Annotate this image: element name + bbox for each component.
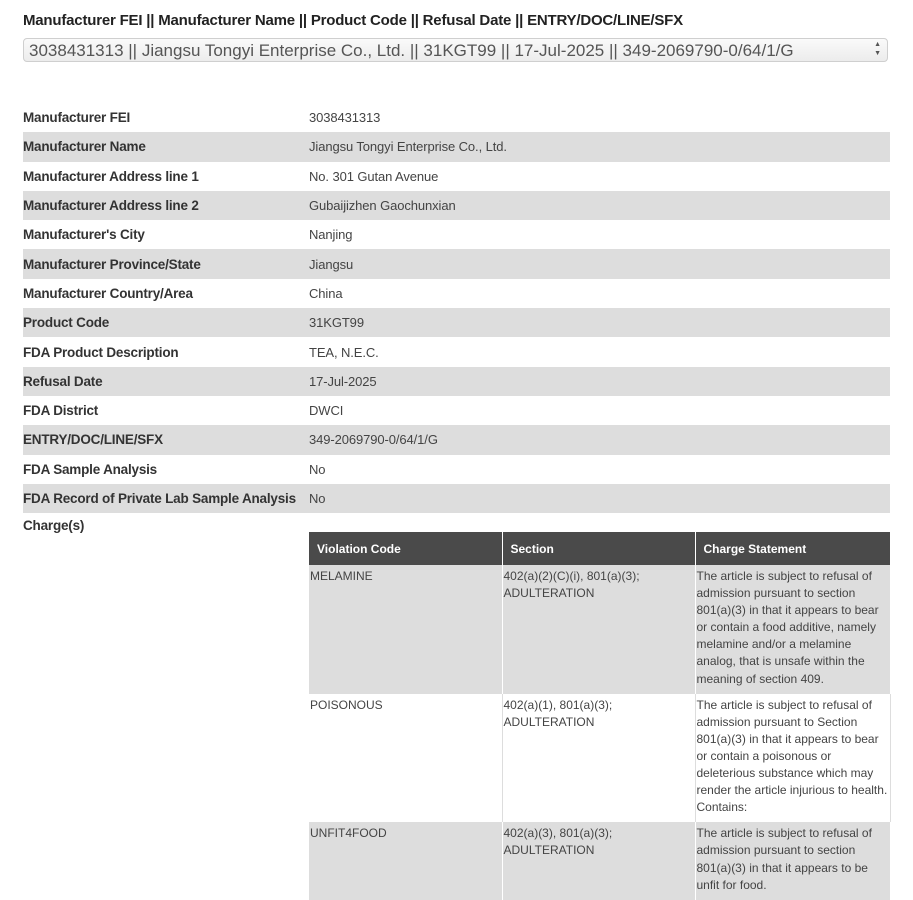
section-cell: 402(a)(3), 801(a)(3); ADULTERATION	[502, 822, 695, 899]
refusal-select-value: 3038431313 || Jiangsu Tongyi Enterprise Co., Ltd. || 31KGT99 || 17-Jul-2025 || 349-2069790-0/64/1/G	[29, 41, 794, 60]
table-row	[309, 822, 890, 899]
detail-row	[23, 279, 890, 308]
detail-row	[23, 220, 890, 249]
refusal-select[interactable]	[23, 38, 888, 62]
detail-label: Manufacturer Address line 2	[23, 198, 199, 214]
section-cell: 402(a)(1), 801(a)(3); ADULTERATION	[502, 694, 695, 823]
detail-label: Manufacturer FEI	[23, 110, 131, 126]
charge-statement-cell: The article is subject to refusal of admission pursuant to section 801(a)(3) in that it appears to bear or contain a food additive, namely melamine and/or a melamine analog, that is unsafe within the meaning of section 409.	[695, 565, 890, 694]
detail-row	[23, 191, 890, 220]
charges-table	[309, 532, 891, 900]
detail-value: TEA, N.E.C.	[309, 344, 379, 360]
violation-code-cell: MELAMINE	[309, 565, 502, 694]
detail-label: Manufacturer Name	[23, 139, 146, 155]
details-list	[23, 103, 890, 513]
detail-label: Manufacturer's City	[23, 227, 145, 243]
detail-value: No. 301 Gutan Avenue	[309, 168, 439, 184]
detail-row	[23, 396, 890, 425]
detail-label: Manufacturer Address line 1	[23, 168, 199, 184]
detail-row	[23, 249, 890, 278]
table-row	[309, 694, 890, 823]
detail-row	[23, 132, 890, 161]
detail-value: China	[309, 285, 343, 301]
detail-label: Manufacturer Country/Area	[23, 285, 193, 301]
section-cell: 402(a)(2)(C)(i), 801(a)(3); ADULTERATION	[502, 565, 695, 694]
detail-row	[23, 162, 890, 191]
violation-code-cell: POISONOUS	[309, 694, 502, 823]
select-label: Manufacturer FEI || Manufacturer Name || Product Code || Refusal Date || ENTRY/DOC/LINE/SFX	[23, 12, 683, 29]
detail-value: DWCI	[309, 403, 344, 419]
detail-label: Refusal Date	[23, 373, 103, 389]
detail-row	[23, 484, 890, 513]
detail-row	[23, 455, 890, 484]
detail-value: No	[309, 491, 326, 506]
detail-row	[23, 337, 890, 366]
detail-value: Jiangsu Tongyi Enterprise Co., Ltd.	[309, 139, 507, 155]
charges-label: Charge(s)	[23, 518, 85, 533]
detail-row	[23, 367, 890, 396]
charge-statement-cell: The article is subject to refusal of admission pursuant to Section 801(a)(3) in that it appears to bear or contain a poisonous or deleterious substance which may render the article injurious to health. Contains:	[695, 694, 890, 823]
detail-value: Gubaijizhen Gaochunxian	[309, 198, 456, 214]
detail-label: FDA Product Description	[23, 344, 179, 360]
table-row	[309, 565, 890, 694]
detail-row	[23, 308, 890, 337]
detail-label: Manufacturer Province/State	[23, 256, 201, 272]
detail-value: No	[309, 461, 326, 477]
select-arrows-icon: ▲ ▼	[874, 41, 881, 57]
column-header-section: Section	[502, 532, 695, 565]
detail-row	[23, 425, 890, 454]
violation-code-cell: UNFIT4FOOD	[309, 822, 502, 899]
detail-value: Jiangsu	[309, 256, 354, 272]
detail-label: FDA Record of Private Lab Sample Analysis	[23, 491, 296, 506]
detail-label: ENTRY/DOC/LINE/SFX	[23, 432, 163, 448]
charge-statement-cell: The article is subject to refusal of admission pursuant to section 801(a)(3) in that it appears to be unfit for food.	[695, 822, 890, 899]
column-header-charge-statement: Charge Statement	[695, 532, 890, 565]
detail-value: Nanjing	[309, 227, 353, 243]
detail-label: FDA Sample Analysis	[23, 461, 157, 477]
detail-value: 17-Jul-2025	[309, 373, 377, 389]
column-header-violation-code: Violation Code	[309, 532, 502, 565]
detail-row	[23, 103, 890, 132]
detail-label: FDA District	[23, 403, 99, 419]
detail-value: 349-2069790-0/64/1/G	[309, 432, 438, 448]
detail-value: 3038431313	[309, 110, 381, 126]
detail-label: Product Code	[23, 315, 110, 331]
detail-value: 31KGT99	[309, 315, 364, 331]
charges-header-row	[309, 532, 890, 565]
